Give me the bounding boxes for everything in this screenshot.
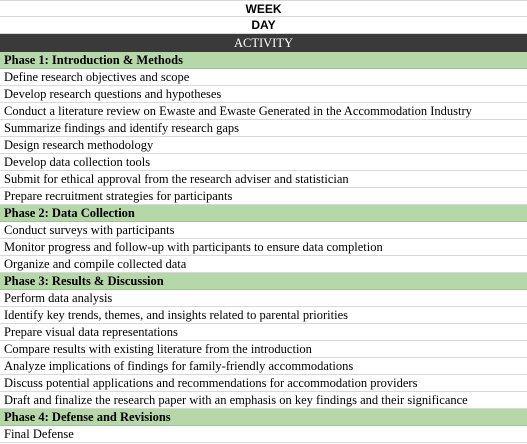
phase-header: Phase 2: Data Collection [0,205,527,222]
phase-header: Phase 4: Defense and Revisions [0,409,527,426]
task-row: Identify key trends, themes, and insights related to parental priorities [0,307,527,324]
task-row: Organize and compile collected data [0,256,527,273]
phase-list [0,52,527,443]
task-row: Develop research questions and hypotheses [0,86,527,103]
phase-header: Phase 1: Introduction & Methods [0,52,527,69]
task-row: Prepare recruitment strategies for participants [0,188,527,205]
task-row: Perform data analysis [0,290,527,307]
task-row: Discuss potential applications and recommendations for accommodation providers [0,375,527,392]
day-header: DAY [0,17,527,34]
task-row: Conduct surveys with participants [0,222,527,239]
task-row: Compare results with existing literature from the introduction [0,341,527,358]
task-row: Monitor progress and follow-up with participants to ensure data completion [0,239,527,256]
week-header: WEEK [0,0,527,17]
task-row: Summarize findings and identify research gaps [0,120,527,137]
task-row: Prepare visual data representations [0,324,527,341]
task-row: Conduct a literature review on Ewaste and Ewaste Generated in the Accommodation Industry [0,103,527,120]
task-row: Draft and finalize the research paper with an emphasis on key findings and their significance [0,392,527,409]
task-row: Analyze implications of findings for family-friendly accommodations [0,358,527,375]
task-row: Develop data collection tools [0,154,527,171]
activity-header: ACTIVITY [0,34,527,52]
task-row: Define research objectives and scope [0,69,527,86]
task-row: Design research methodology [0,137,527,154]
task-row: Final Defense [0,426,527,443]
phase-header: Phase 3: Results & Discussion [0,273,527,290]
task-row: Submit for ethical approval from the research adviser and statistician [0,171,527,188]
